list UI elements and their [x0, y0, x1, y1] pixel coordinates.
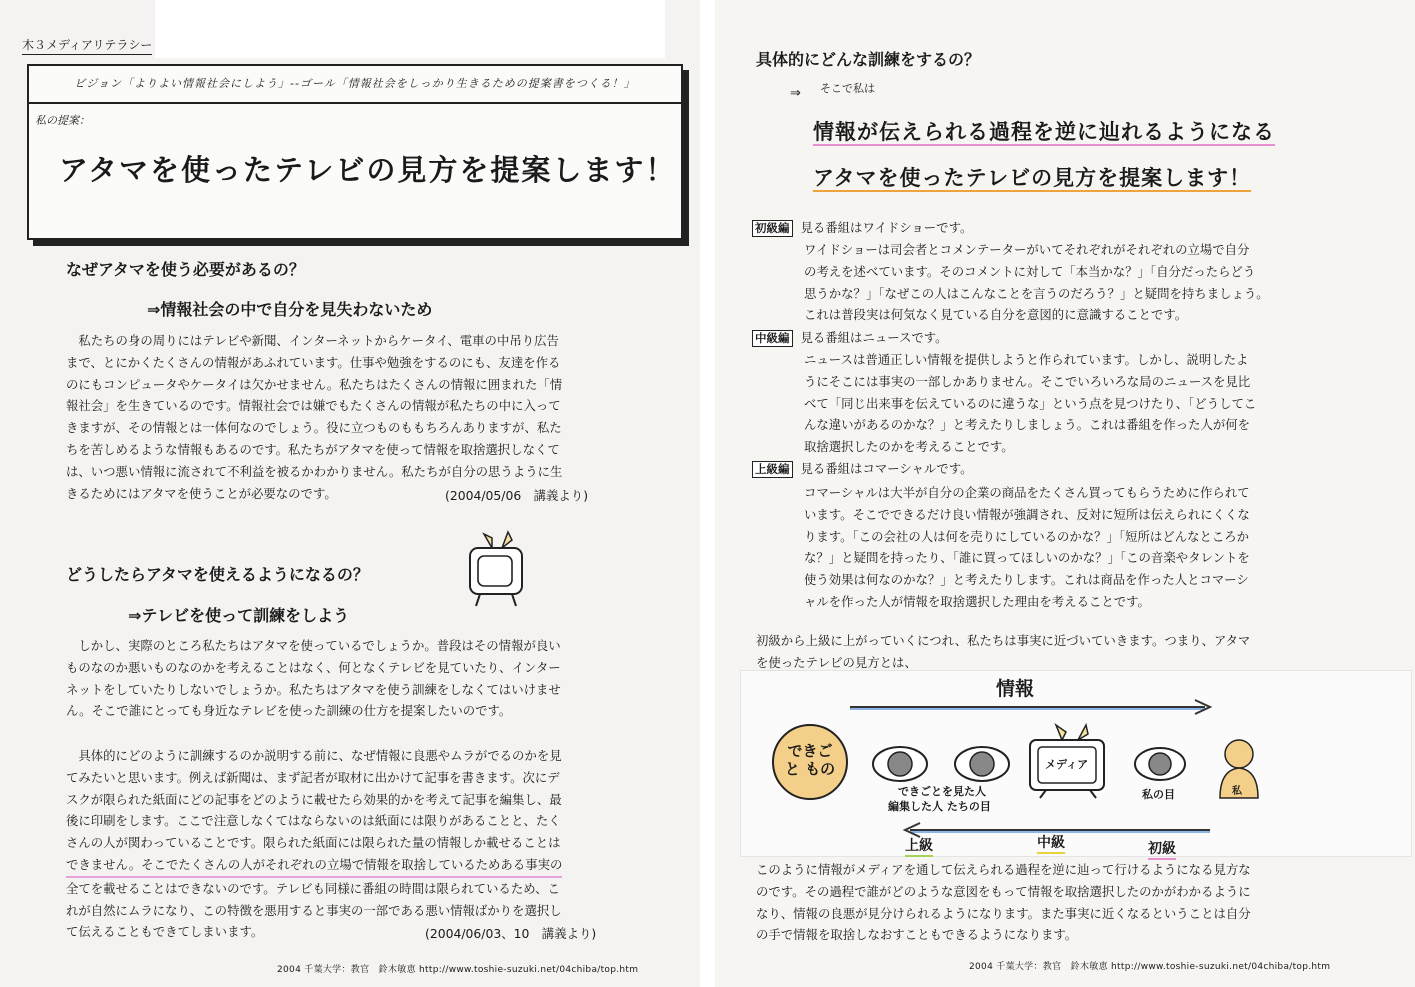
para-line: ちを苦しめるような情報もあるのです。私たちがアタマを使って情報を取捨選択しなくて — [66, 441, 560, 457]
my-eye-label: 私の目 — [1142, 788, 1175, 801]
para-line: 思うかな？」「なぜこの人はこんなことを言うのだろう？」と疑問を持ちましょう。 — [804, 285, 1269, 301]
level-mid-label: 中級 — [1037, 832, 1065, 854]
section2-heading: どうしたらアタマを使えるようになるの？ — [66, 565, 369, 584]
para-line: います。そこでできるだけ良い情報が強調され、反対に短所は伝えられにくくな — [804, 506, 1250, 522]
proposal-label: 私の提案： — [35, 114, 90, 127]
para-line: きますが、その情報とは一体何なのでしょう。役に立つものももちろんありますが、私た — [66, 420, 562, 436]
para-line: 私たちの身の周りにはテレビや新聞、インターネットからケータイ、電車の中吊り広告 — [78, 333, 559, 348]
level-beginner — [752, 217, 1382, 239]
para-line: は、いつ悪い情報に流されて不利益を被るかわかりません。私たちが自分の思うように生 — [66, 463, 563, 479]
para-line: 全てを載せることはできないのです。テレビも同様に番組の時間は限られているため、こ — [66, 880, 560, 896]
vision-box — [27, 64, 683, 240]
para-line: の手で情報を取捨しなおすこともできるようになります。 — [756, 927, 1078, 943]
level-intermediate — [752, 327, 1382, 349]
arrow-icon: ⇒ — [790, 86, 801, 101]
para-line: ネットをしていたりしないでしょうか。私たちはアタマを使う訓練をしなくてはいけませ — [66, 681, 561, 697]
para-line: スクが限られた紙面にどの記事をどのように載せたら効果的かを考えて記事を編集し、最 — [66, 791, 562, 807]
para-line: て伝えることもできてしまいます。 — [66, 924, 264, 940]
level-high-label: 上級 — [905, 835, 933, 857]
para-line: を使ったテレビの見方とは、 — [756, 654, 917, 670]
badge-beginner: 初級編 — [752, 220, 793, 237]
right-footer: 2004 千葉大学：教官 鈴木敏恵 http://www.toshie-suzuki.net/04chiba/top.htm — [969, 962, 1331, 972]
para-line: 具体的にどのように訓練するのか説明する前に、なぜ情報に良悪やムラがでるのかを見 — [78, 748, 562, 763]
para-line: ります。「この会社の人は何を売りにしているのかな？」「短所はどんなところか — [804, 528, 1250, 544]
para-line: 初級から上級に上がっていくにつれ、私たちは事実に近づいていきます。つまり、アタマ — [756, 633, 1251, 648]
class-tag: 木３メディアリテラシー — [22, 36, 152, 55]
level-advanced — [752, 458, 1382, 480]
info-label: 情報 — [996, 678, 1035, 700]
para-line: んな違いがあるのかな？」と考えたりしましょう。これは番組を作った人が何を — [804, 417, 1251, 433]
level-first-line: 見る番組はコマーシャルです。 — [800, 461, 973, 476]
para-line: きるためにはアタマを使うことが必要なのです。 — [66, 485, 337, 501]
para-line: べて「同じ出来事を伝えているのに違うな」という点を見つけたり、「どうしてこ — [804, 395, 1257, 411]
big-line-1-text: 情報が伝えられる過程を逆に辿れるようになる — [813, 120, 1275, 144]
me-label: 私 — [1232, 786, 1242, 797]
level-intermediate-body — [804, 349, 1274, 458]
section2-body — [66, 635, 586, 722]
level-first-line: 見る番組はワイドショーです。 — [800, 220, 973, 235]
para-line: ワイドショーは司会者とコメンテーターがいてそれぞれがそれぞれの立場で自分 — [804, 242, 1250, 257]
para-line: なり、情報の良悪が見分けられるようになります。また事実に近くなるということは自分 — [756, 905, 1251, 921]
process-diagram — [740, 670, 1410, 860]
para-line: 後に印刷をします。ここで注意しなくてはならないのは紙面には限りがあることと、たく — [66, 813, 561, 829]
para-line: コマーシャルは大半が自分の企業の商品をたくさん買ってもらうために作られて — [804, 485, 1250, 500]
events-label: できごと もの — [784, 742, 836, 778]
section1-cite: (2004/05/06 講義より) — [445, 488, 589, 503]
para-line: てみたいと思います。例えば新聞は、まず記者が取材に出かけて記事を書きます。次にデ — [66, 769, 560, 785]
level-beginner-body — [804, 239, 1274, 326]
section2-cite: (2004/06/03、10 講義より) — [425, 926, 597, 941]
eye-caption-2: 編集した人 たちの目 — [888, 800, 991, 813]
level-first-line: 見る番組はニュースです。 — [800, 330, 948, 345]
big-line-1 — [813, 116, 1275, 146]
section1-answer: ⇒情報社会の中で自分を見失わないため — [147, 300, 433, 319]
para-line: ニュースは普通正しい情報を提供しようと作られています。しかし、説明したよ — [804, 352, 1249, 367]
left-footer: 2004 千葉大学：教官 鈴木敏恵 http://www.toshie-suzuki.net/04chiba/top.htm — [277, 965, 639, 975]
badge-advanced: 上級編 — [752, 461, 793, 478]
eye-caption-1: できごとを見た人 — [898, 785, 986, 798]
para-line: 使う効果は何なのかな？」と考えたりします。これは商品を作った人とコマーシ — [804, 572, 1249, 588]
para-line: まで、とにかくたくさんの情報があふれています。仕事や勉強をするのにも、友達を作る — [66, 354, 561, 370]
summary — [756, 630, 1281, 674]
para-line: の考えを述べています。そのコメントに対して「本当かな？」「自分だったらどう — [804, 263, 1256, 279]
para-line: ものなのか悪いものなのかを考えることはなく、何となくテレビを見ていたり、インター — [66, 659, 561, 675]
left-page — [0, 0, 700, 987]
para-line: 取捨選択したのかを考えることです。 — [804, 439, 1014, 455]
para-line: さんの人が関わっていることです。限られた紙面には限られた量の情報しか載せることは — [66, 835, 561, 851]
level-advanced-body — [804, 482, 1274, 613]
intro-text: そこで私は — [820, 82, 875, 95]
para-line: このように情報がメディアを通して伝えられる過程を逆に辿って行けるようになる見方な — [756, 862, 1251, 877]
para-line: うにそこには事実の一部しかありません。そこでいろいろな局のニュースを見比 — [804, 373, 1251, 389]
para-line: しかし、実際のところ私たちはアタマを使っているでしょうか。普段はその情報が良い — [78, 638, 561, 653]
section2-answer: ⇒テレビを使って訓練をしよう — [128, 606, 350, 625]
para-line: れが自然にムラになり、この特徴を悪用すると事実の一部である悪い情報ばかりを選択し — [66, 902, 562, 918]
para-line: のです。その過程で誰がどのような意図をもって情報を取捨選択したのかがわかるように — [756, 883, 1251, 899]
para-line: これは普段実は何気なく見ている自分を意図的に意識することです。 — [804, 307, 1188, 323]
para-line: 報社会」を生きているのです。情報社会では嫌でもたくさんの情報が私たちの中に入って — [66, 398, 561, 414]
section1-body — [66, 330, 589, 504]
vision-text: ビジョン「よりよい情報社会にしよう」--ゴール「情報社会をしっかり生きるための提案書をつくる！」 — [29, 66, 681, 104]
tv-icon — [462, 530, 532, 610]
section2-body2 — [66, 745, 586, 943]
badge-intermediate: 中級編 — [752, 330, 793, 347]
section1-heading: なぜアタマを使う必要があるの？ — [66, 260, 305, 279]
big-line-2-text: アタマを使ったテレビの見方を提案します！ — [813, 166, 1252, 190]
para-line: のにもコンピュータやケータイは欠かせません。私たちはたくさんの情報に囲まれた「情 — [66, 376, 563, 392]
para-line: な？」と疑問を持ったり、「誰に買ってほしいのかな？」「この音楽やタレントを — [804, 550, 1250, 566]
media-label: メディア — [1045, 758, 1089, 771]
proposal-title: アタマを使ったテレビの見方を提案します！ — [59, 153, 677, 187]
big-line-2 — [813, 162, 1251, 192]
level-low-label: 初級 — [1148, 838, 1176, 860]
para-line: ャルを作った人が情報を取捨選択した理由を考えることです。 — [804, 593, 1150, 609]
right-heading: 具体的にどんな訓練をするの？ — [756, 50, 981, 69]
right-page — [715, 0, 1415, 987]
conclusion — [756, 859, 1281, 946]
page-gutter — [700, 0, 715, 987]
para-line: ん。そこで誰にとっても身近なテレビを使った訓練の仕方を提案したいのです。 — [66, 703, 512, 719]
para-line: できません。そこでたくさんの人がそれぞれの立場で情報を取捨しているためある事実の — [66, 854, 562, 878]
blank-area — [155, 0, 665, 58]
